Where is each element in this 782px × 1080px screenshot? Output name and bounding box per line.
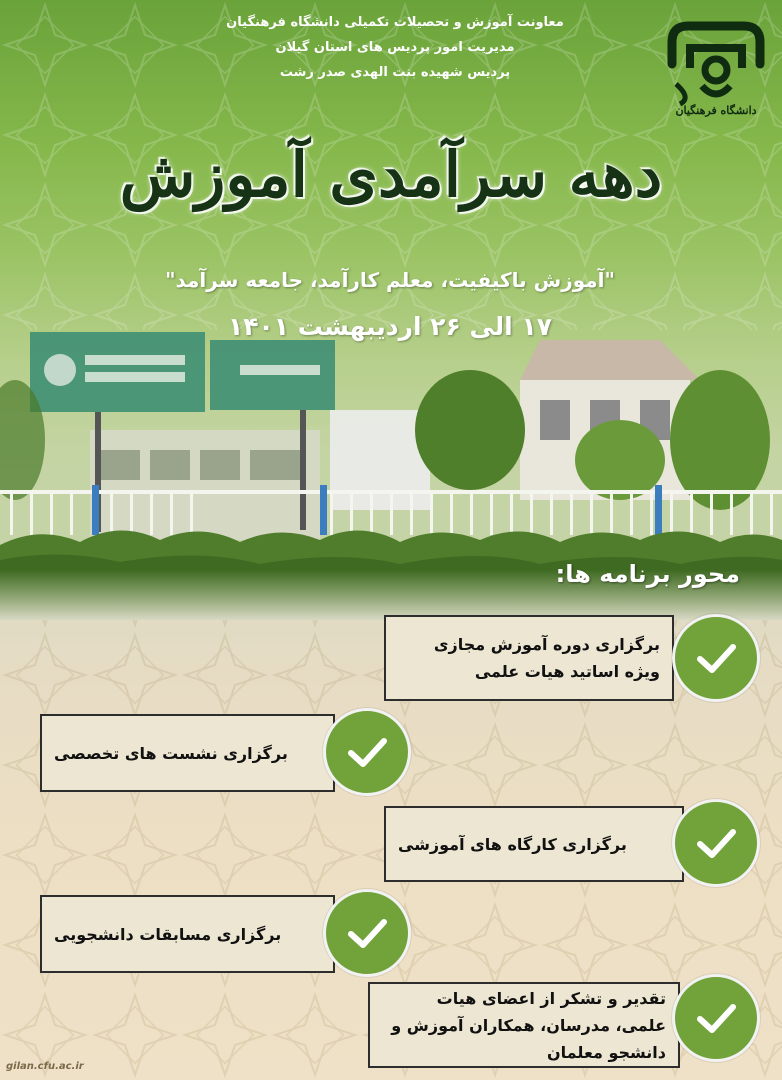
check-badge (672, 974, 760, 1062)
item-box (40, 714, 335, 792)
item-label: برگزاری نشست های تخصصی (54, 743, 288, 763)
checkmark-icon (693, 820, 739, 866)
check-badge (672, 799, 760, 887)
checkmark-icon (693, 635, 739, 681)
item-label: برگزاری دوره آموزش مجازی ویژه اساتید هیات علمی (433, 635, 660, 681)
program-topics-heading: محور برنامه ها: (555, 560, 740, 588)
header-organization-lines (180, 10, 610, 85)
item-box (384, 806, 684, 882)
item-box (384, 615, 674, 701)
checkmark-icon (344, 729, 390, 775)
header-line-3: پردیس شهیده بنت الهدی صدر رشت (279, 65, 511, 80)
header-line-1: معاونت آموزش و تحصیلات تکمیلی دانشگاه فرهنگیان (226, 15, 564, 30)
logo-text: دانشگاه فرهنگیان (675, 104, 757, 117)
website-watermark: gilan.cfu.ac.ir (6, 1061, 84, 1072)
checkmark-icon (344, 910, 390, 956)
check-badge (323, 708, 411, 796)
check-badge (323, 889, 411, 977)
item-box (368, 982, 680, 1068)
item-label: تقدیر و تشکر از اعضای هیات علمی، مدرسان، همکاران آموزش و دانشجو معلمان (391, 988, 666, 1062)
slogan: "آموزش باکیفیت، معلم کارآمد، جامعه سرآمد" (165, 268, 615, 292)
item-label: برگزاری مسابقات دانشجویی (54, 924, 282, 944)
header-line-2: مدیریت امور پردیس های استان گیلان (275, 40, 515, 55)
item-label: برگزاری کارگاه های آموزشی (398, 834, 627, 854)
item-box (40, 895, 335, 973)
check-badge (672, 614, 760, 702)
main-title: دهه سرآمدی آموزش (119, 138, 663, 211)
event-date: ۱۷ الی ۲۶ اردیبهشت ۱۴۰۱ (228, 312, 552, 341)
checkmark-icon (693, 995, 739, 1041)
